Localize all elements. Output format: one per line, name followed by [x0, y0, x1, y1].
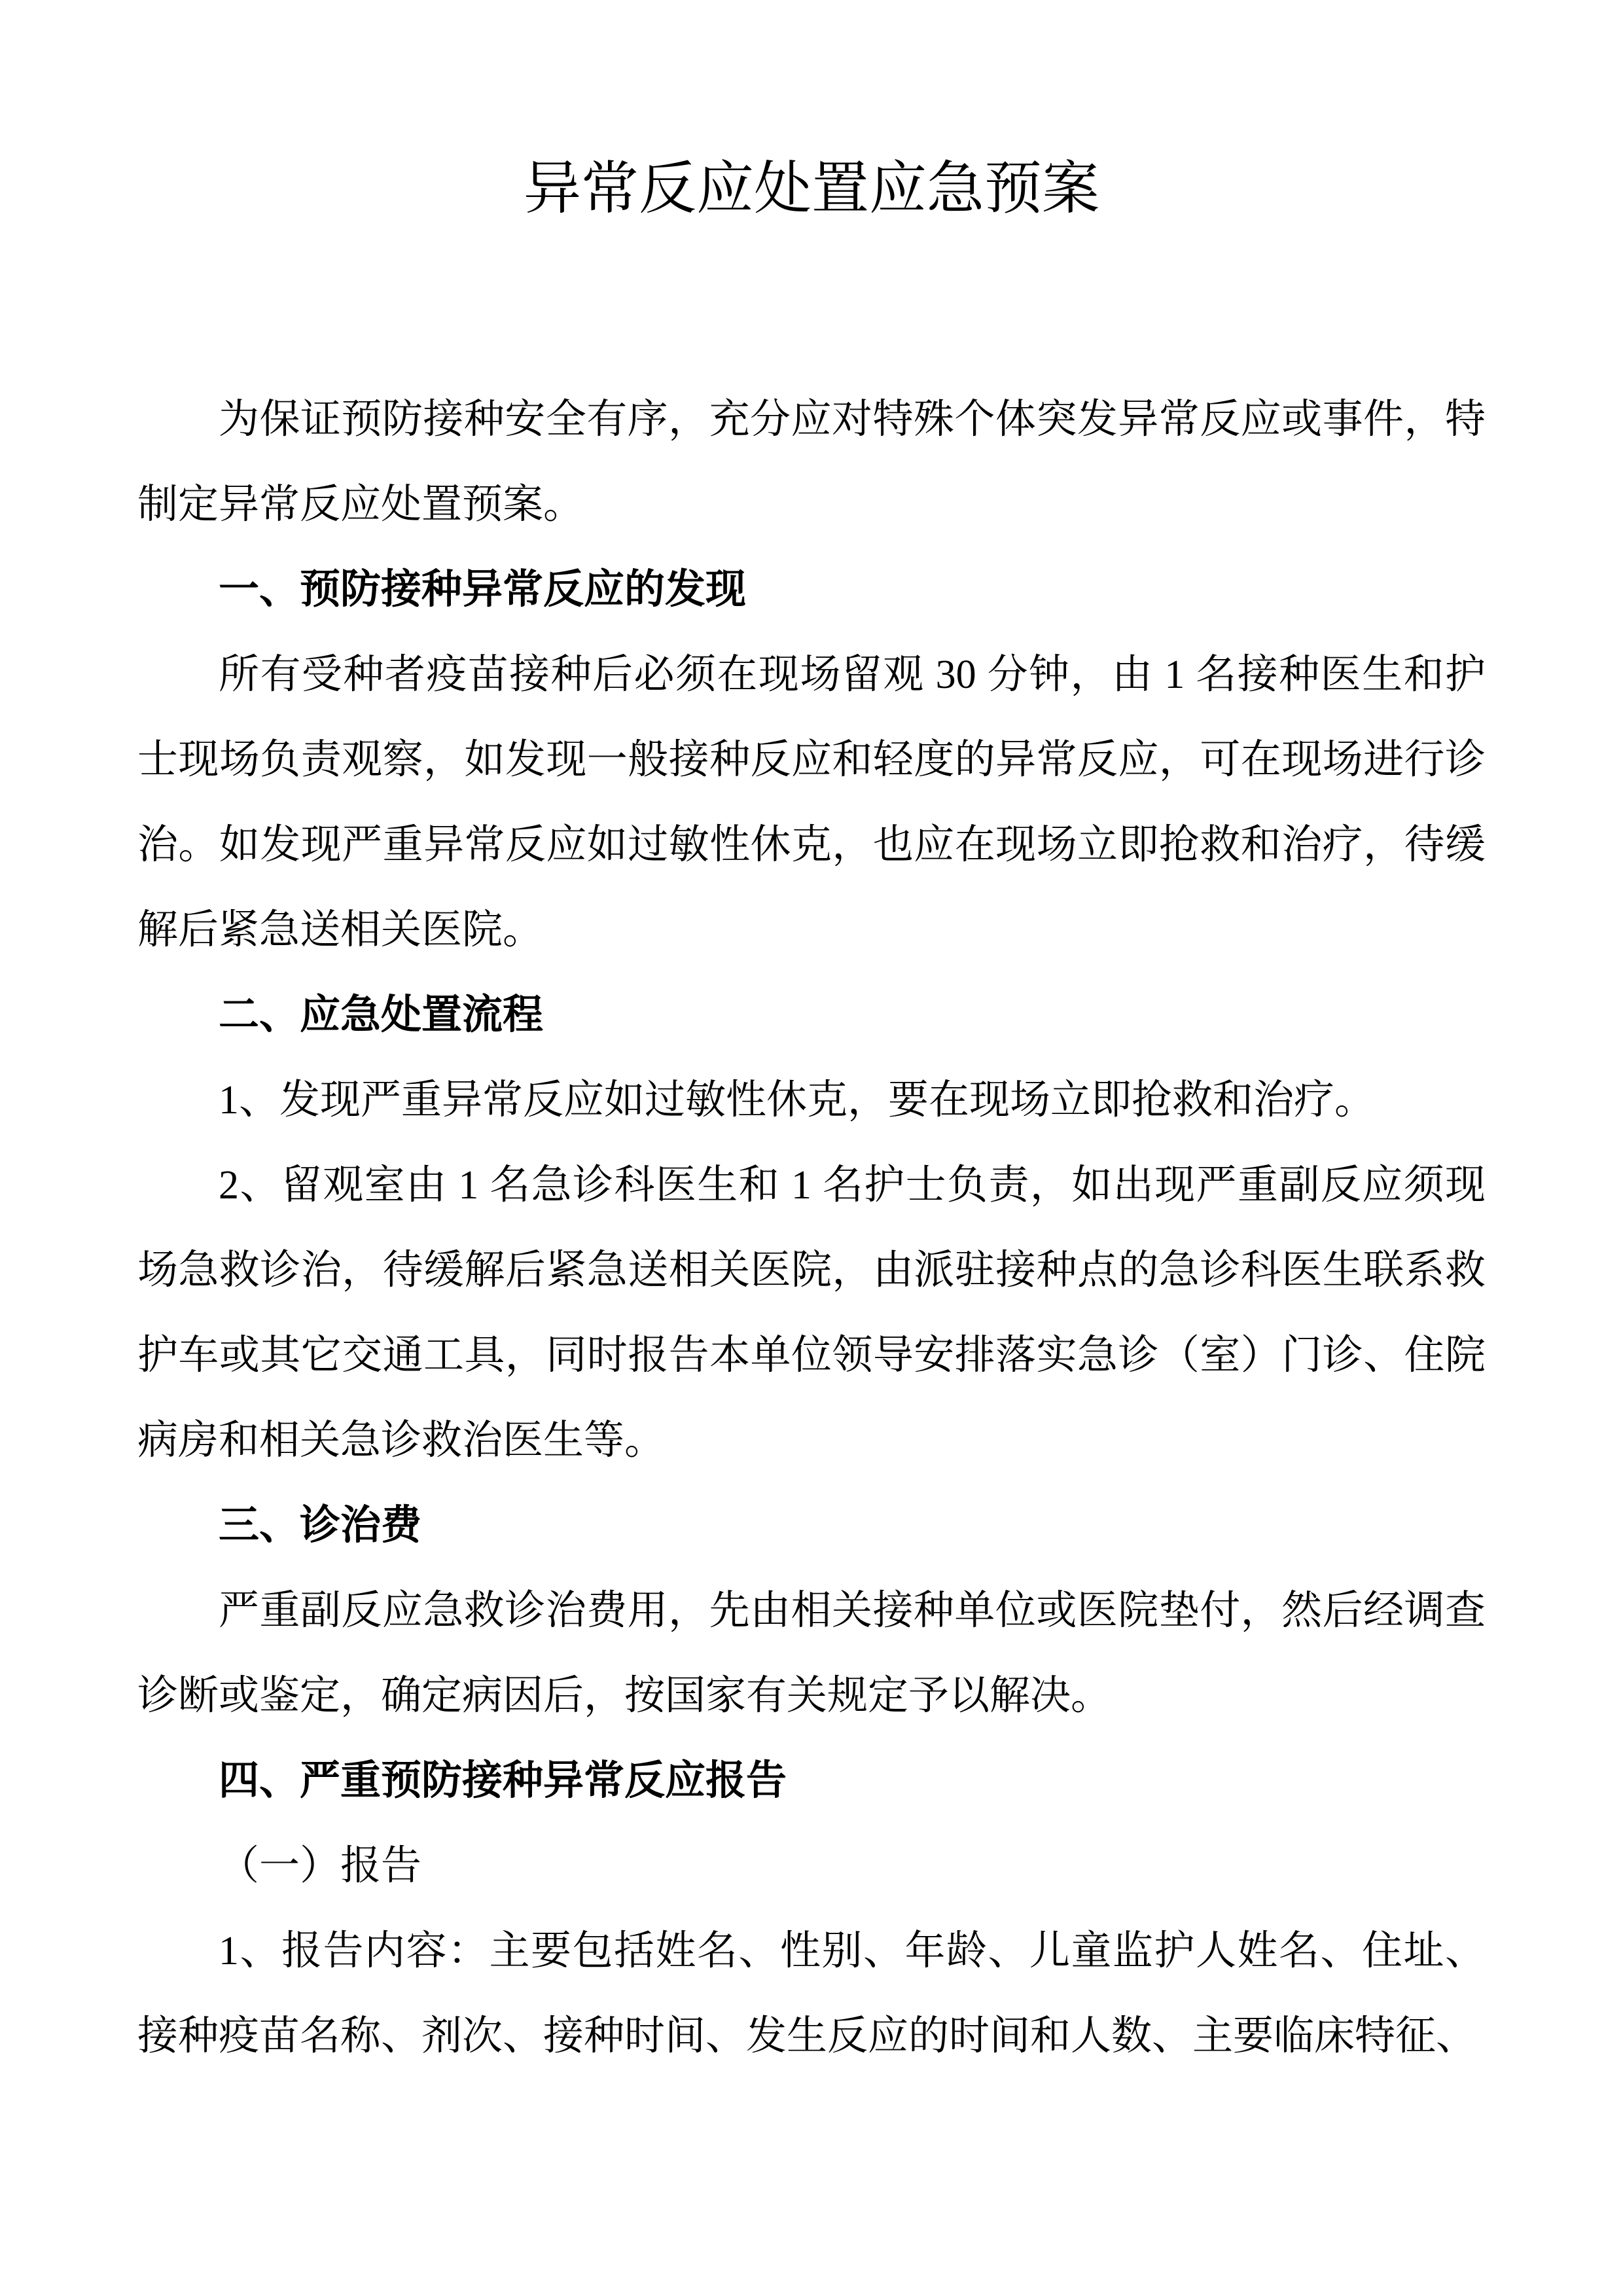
body-paragraph: 1、发现严重异常反应如过敏性休克，要在现场立即抢救和治疗。: [219, 1078, 1376, 1122]
section-heading: 二、应急处置流程: [219, 992, 544, 1037]
document-body: [137, 377, 1486, 2079]
sub-section-heading: （一）报告: [219, 1844, 422, 1888]
section-heading: 四、严重预防接种异常反应报告: [219, 1758, 787, 1803]
document-title: 异常反应处置应急预案: [523, 158, 1099, 221]
body-paragraph: 严重副反应急救诊治费用，先由相关接种单位或医院垫付，然后经调查诊断或鉴定，确定病因后，按国家有关规定予以解决。: [137, 1588, 1486, 1718]
body-paragraph: 为保证预防接种安全有序，充分应对特殊个体突发异常反应或事件，特制定异常反应处置预案。: [137, 397, 1486, 527]
section-heading: 一、预防接种异常反应的发现: [219, 567, 747, 612]
section-heading: 三、诊治费: [219, 1503, 422, 1548]
body-paragraph: 所有受种者疫苗接种后必须在现场留观 30 分钟，由 1 名接种医生和护士现场负责观察，如发现一般接种反应和轻度的异常反应，可在现场进行诊治。如发现严重异常反应如过敏性休克，也应在现场立即抢救和治疗，待缓解后紧急送相关医院。: [137, 653, 1486, 952]
body-paragraph: 1、报告内容：主要包括姓名、性别、年龄、儿童监护人姓名、住址、接种疫苗名称、剂次、接种时间、发生反应的时间和人数、主要临床特征、: [137, 1929, 1486, 2058]
body-paragraph: 2、留观室由 1 名急诊科医生和 1 名护士负责，如出现严重副反应须现场急救诊治，待缓解后紧急送相关医院，由派驻接种点的急诊科医生联系救护车或其它交通工具，同时报告本单位领导安排落实急诊（室）门诊、住院病房和相关急诊救治医生等。: [137, 1163, 1486, 1463]
